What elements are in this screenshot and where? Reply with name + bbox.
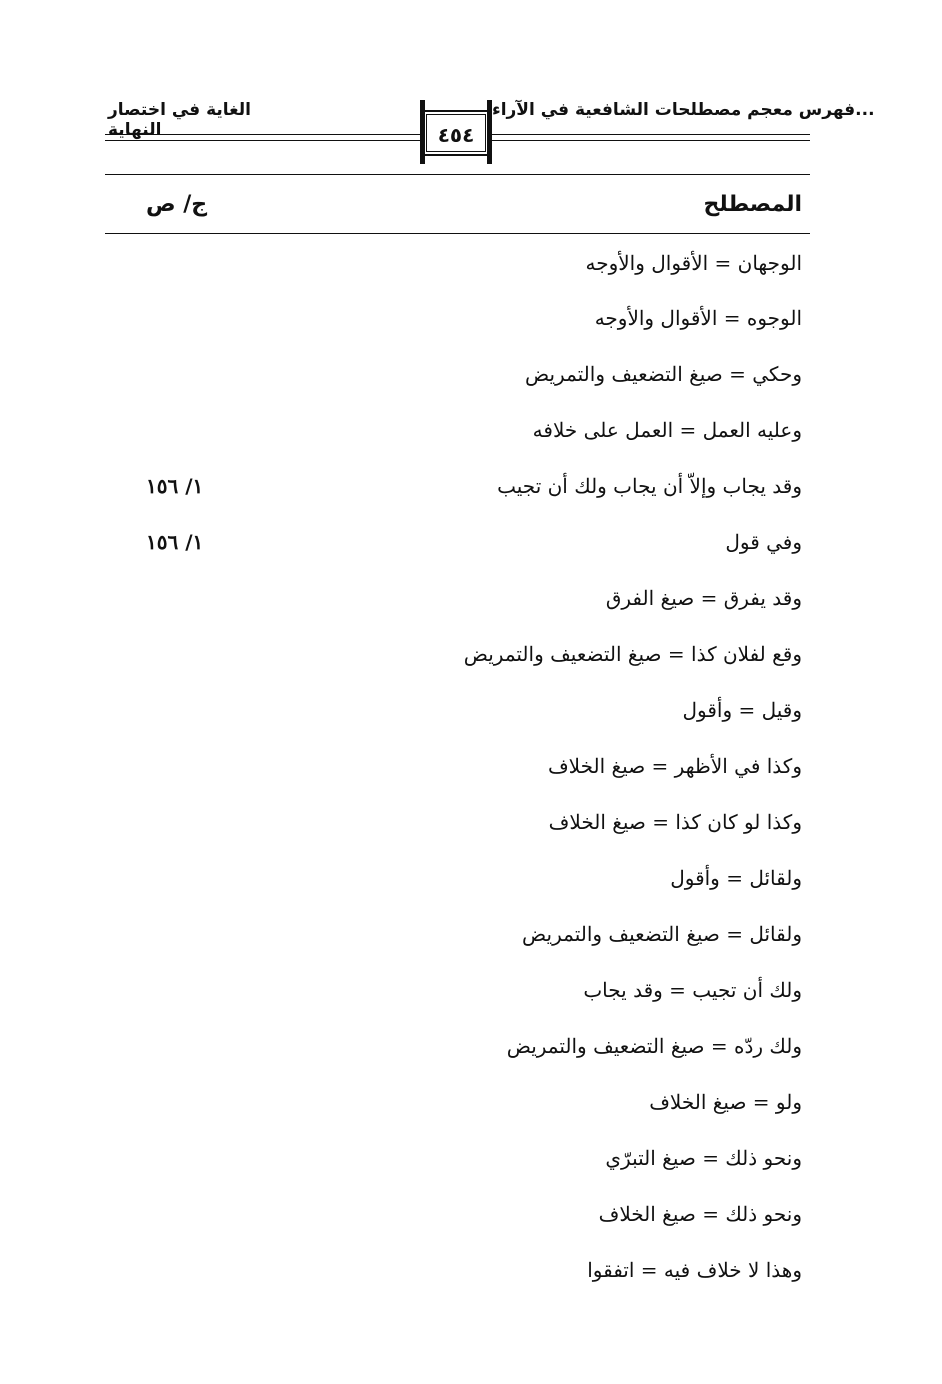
running-header-book-title: الغاية في اختصار النهاية — [108, 100, 251, 140]
index-entry-term: ولقائل = صيغ التضعيف والتمريض — [522, 922, 802, 946]
index-entry-term: ولقائل = وأقول — [670, 866, 802, 890]
index-entry-term: وفي قول — [725, 530, 802, 554]
index-entry-term: وهذا لا خلاف فيه = اتفقوا — [587, 1258, 802, 1282]
index-entry-term: وقع لفلان كذا = صيغ التضعيف والتمريض — [463, 642, 802, 666]
index-entry-term: وقد يجاب وإلاّ أن يجاب ولك أن تجيب — [497, 474, 802, 498]
index-entry-term: وكذا لو كان كذا = صيغ الخلاف — [548, 810, 802, 834]
page-number-frame-left-bar — [420, 100, 425, 164]
column-heading-term: المصطلح — [703, 192, 802, 217]
index-entry-reference: ١/ ١٥٦ — [146, 530, 204, 554]
index-entry-term: وكذا في الأظهر = صيغ الخلاف — [547, 754, 802, 778]
index-entry-term: وعليه العمل = العمل على خلافه — [532, 418, 802, 442]
index-entry-term: وقيل = وأقول — [682, 698, 802, 722]
index-entry-term: ولك ردّه = صيغ التضعيف والتمريض — [506, 1034, 802, 1058]
index-entry-term: ولك أن تجيب = وقد يجاب — [583, 978, 802, 1002]
page-number: ٤٥٤ — [437, 123, 475, 147]
column-heading-rule — [105, 233, 810, 234]
page-number-frame — [416, 96, 496, 164]
index-entry-term: ونحو ذلك = صيغ الخلاف — [598, 1202, 802, 1226]
running-header-section-title: فهرس معجم مصطلحات الشافعية في الآراء... — [492, 100, 875, 120]
index-entry-term: ولو = صيغ الخلاف — [649, 1090, 802, 1114]
index-entry-term: وحكي = صيغ التضعيف والتمريض — [524, 362, 802, 386]
page-number-frame-right-bar — [487, 100, 492, 164]
index-entry-term: الوجهان = الأقوال والأوجه — [585, 251, 802, 275]
column-heading-volume-page: ج/ ص — [146, 192, 208, 217]
index-entry-term: وقد يفرق = صيغ الفرق — [605, 586, 802, 610]
index-entry-term: ونحو ذلك = صيغ التبرّي — [605, 1146, 802, 1170]
index-entry-term: الوجوه = الأقوال والأوجه — [594, 306, 802, 330]
header-bottom-rule — [105, 174, 810, 175]
index-entry-reference: ١/ ١٥٦ — [146, 474, 204, 498]
